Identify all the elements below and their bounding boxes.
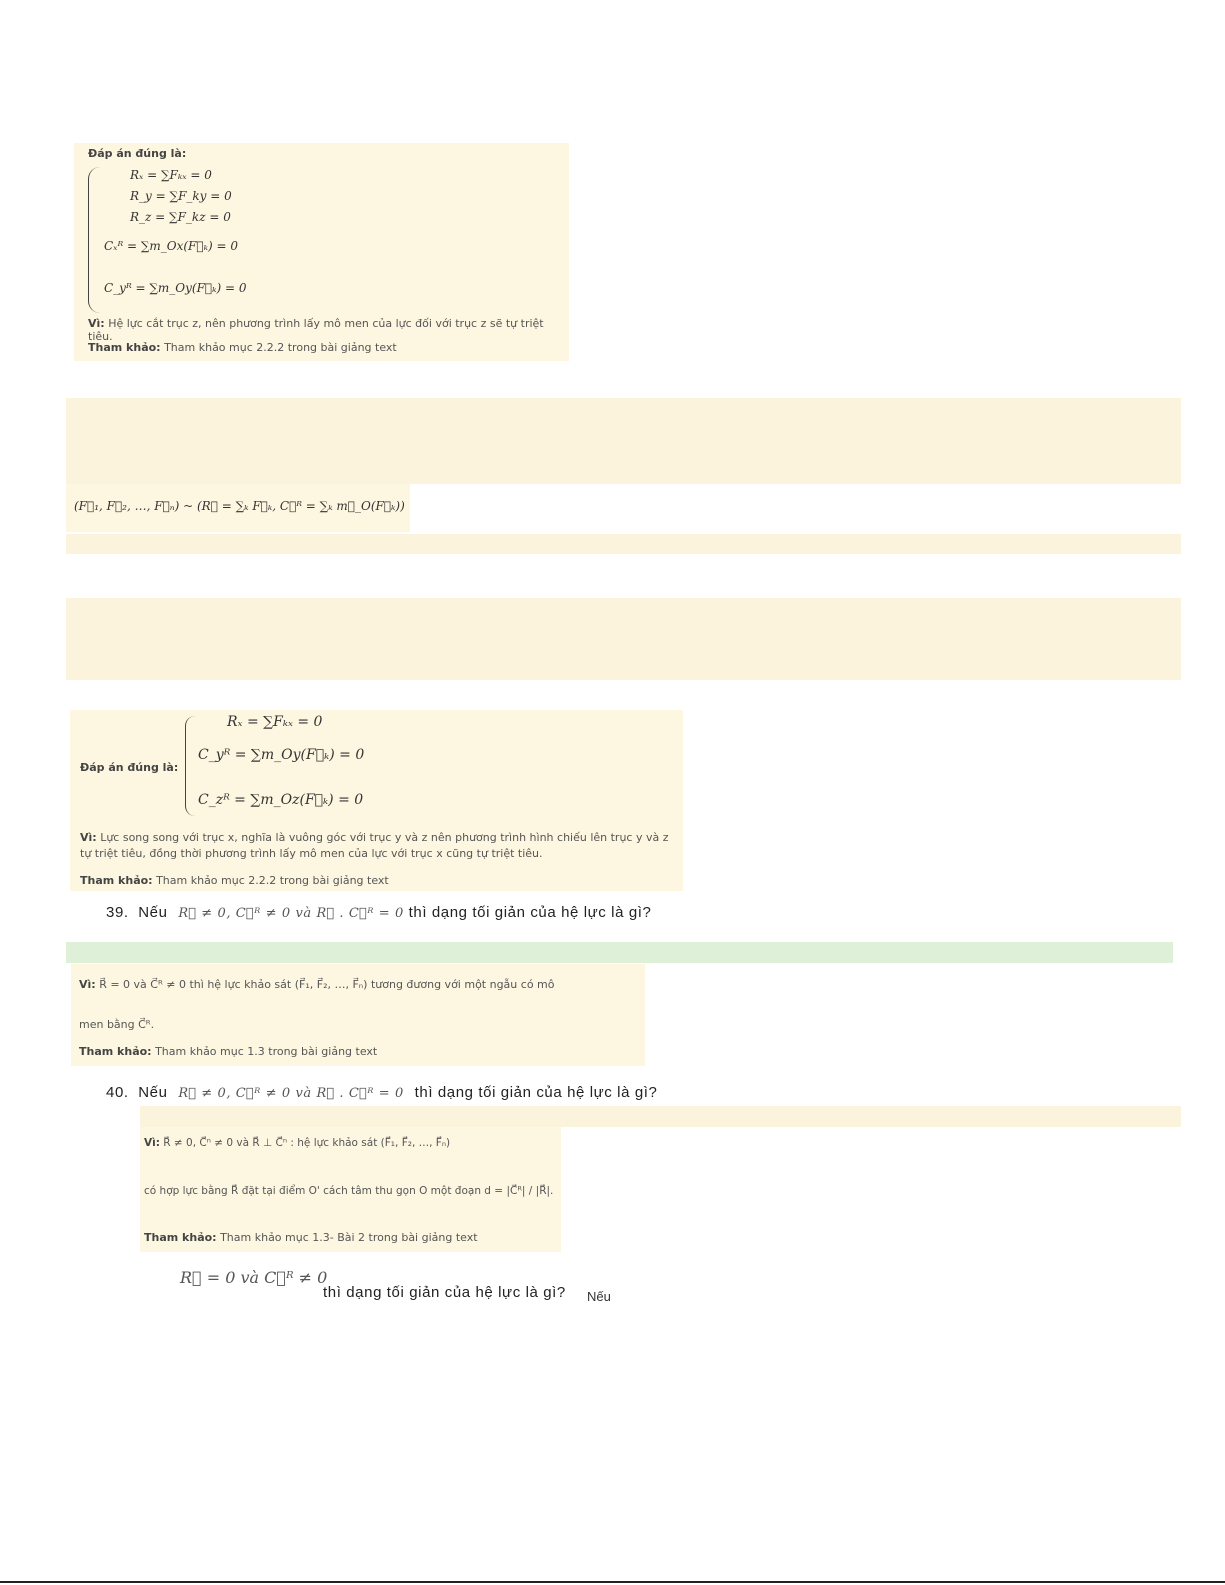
equation-cz: C_zᴿ = ∑m_Oz(F⃗ₖ) = 0 xyxy=(198,792,364,808)
reason-text-1: R⃗ ≠ 0, C⃗ⁿ ≠ 0 và R⃗ ⊥ C⃗ⁿ : hệ lực khảo sát (F⃗₁, F⃗₂, …, F⃗ₙ) xyxy=(163,1137,451,1149)
equation-ry: R_y = ∑F_ky = 0 xyxy=(130,189,232,203)
question-prefix: Nếu xyxy=(138,1084,168,1101)
system-brace xyxy=(88,167,101,313)
reason-line-2: có hợp lực bằng R⃗ đặt tại điểm O' cách tâm thu gọn O một đoạn d = |C⃗ᴿ| / |R⃗|. xyxy=(144,1185,554,1197)
question-prefix: Nếu xyxy=(138,904,168,921)
answer-block-3 xyxy=(71,964,645,1066)
question-condition: R⃗ ≠ 0, C⃗ᴿ ≠ 0 và R⃗ . C⃗ᴿ = 0 xyxy=(178,1086,404,1101)
reason-line xyxy=(88,317,563,343)
equation-cx: Cₓᴿ = ∑m_Ox(F⃗ₖ) = 0 xyxy=(104,239,238,253)
equation-rx: Rₓ = ∑Fₖₓ = 0 xyxy=(130,168,212,182)
answer-highlight-band xyxy=(66,942,1173,963)
equation-cy: C_yᴿ = ∑m_Oy(F⃗ₖ) = 0 xyxy=(198,747,365,763)
reason-text: Lực song song với trục x, nghĩa là vuông góc với trục y và z nên phương trình hình chiếu lên trục y và z tự triệt tiêu, đồng thời phương trình lấy mô men của lực với trục x cũng tự triệt tiêu. xyxy=(80,831,669,860)
answer-block-2 xyxy=(70,710,683,891)
equivalence-formula: (F⃗₁, F⃗₂, …, F⃗ₙ) ~ (R⃗ = ∑ₖ F⃗ₖ, C⃗ᴿ = ∑ₖ m⃗_O(F⃗ₖ)) xyxy=(74,499,405,513)
answer-title: Đáp án đúng là: xyxy=(88,147,187,160)
system-brace xyxy=(185,716,196,816)
reference-text: Tham khảo mục 2.2.2 trong bài giảng text xyxy=(164,341,397,354)
reason-line-1 xyxy=(144,1137,450,1149)
reference-text: Tham khảo mục 1.3- Bài 2 trong bài giảng text xyxy=(220,1231,478,1244)
reference-text: Tham khảo mục 1.3 trong bài giảng text xyxy=(155,1045,378,1058)
equation-rz: R_z = ∑F_kz = 0 xyxy=(130,210,231,224)
reason-label: Vì: xyxy=(79,978,96,991)
reference-line xyxy=(144,1231,478,1244)
question-40 xyxy=(106,1084,657,1101)
reason-label: Vì: xyxy=(88,317,105,330)
page-bottom-rule xyxy=(0,1581,1225,1583)
question-number: 40. xyxy=(106,1084,129,1101)
reason-line xyxy=(80,830,676,862)
cream-band-lower xyxy=(140,1106,1181,1127)
question-41-suffix: thì dạng tối giản của hệ lực là gì? xyxy=(323,1284,566,1301)
reference-label: Tham khảo: xyxy=(144,1231,217,1244)
question-number: 39. xyxy=(106,904,129,921)
reason-label: Vì: xyxy=(80,831,97,844)
question-41-trailing: Nếu xyxy=(587,1289,611,1304)
cream-band-strip xyxy=(66,534,1181,554)
cream-band-top xyxy=(66,398,1181,484)
answer-block-1 xyxy=(74,143,569,361)
answer-title: Đáp án đúng là: xyxy=(80,761,179,774)
answer-block-4 xyxy=(140,1127,561,1252)
reference-label: Tham khảo: xyxy=(80,874,153,887)
question-condition: R⃗ ≠ 0, C⃗ᴿ ≠ 0 và R⃗ . C⃗ᴿ = 0 xyxy=(178,906,404,921)
reference-line xyxy=(79,1045,377,1058)
equation-cy: C_yᴿ = ∑m_Oy(F⃗ₖ) = 0 xyxy=(104,281,247,295)
reference-line xyxy=(80,874,389,887)
question-suffix: thì dạng tối giản của hệ lực là gì? xyxy=(408,904,652,921)
reason-text-1: R⃗ = 0 và C⃗ᴿ ≠ 0 thì hệ lực khảo sát (F⃗₁, F⃗₂, …, F⃗ₙ) tương đương với một ngẫu có mô xyxy=(99,978,555,991)
reason-line-2: men bằng C⃗ᴿ. xyxy=(79,1018,155,1031)
reference-line xyxy=(88,341,397,354)
cream-band-middle xyxy=(66,598,1181,680)
reference-label: Tham khảo: xyxy=(79,1045,152,1058)
question-41-condition: R⃗ = 0 và C⃗ᴿ ≠ 0 xyxy=(180,1268,328,1287)
equivalence-image xyxy=(66,484,410,532)
reference-text: Tham khảo mục 2.2.2 trong bài giảng text xyxy=(156,874,389,887)
question-suffix: thì dạng tối giản của hệ lực là gì? xyxy=(414,1084,658,1101)
reason-label: Vì: xyxy=(144,1137,160,1149)
question-39 xyxy=(106,904,651,921)
reason-line-1 xyxy=(79,978,555,991)
equation-rx: Rₓ = ∑Fₖₓ = 0 xyxy=(227,714,323,730)
reference-label: Tham khảo: xyxy=(88,341,161,354)
reason-text: Hệ lực cắt trục z, nên phương trình lấy mô men của lực đối với trục z sẽ tự triệt tiêu. xyxy=(88,317,544,343)
